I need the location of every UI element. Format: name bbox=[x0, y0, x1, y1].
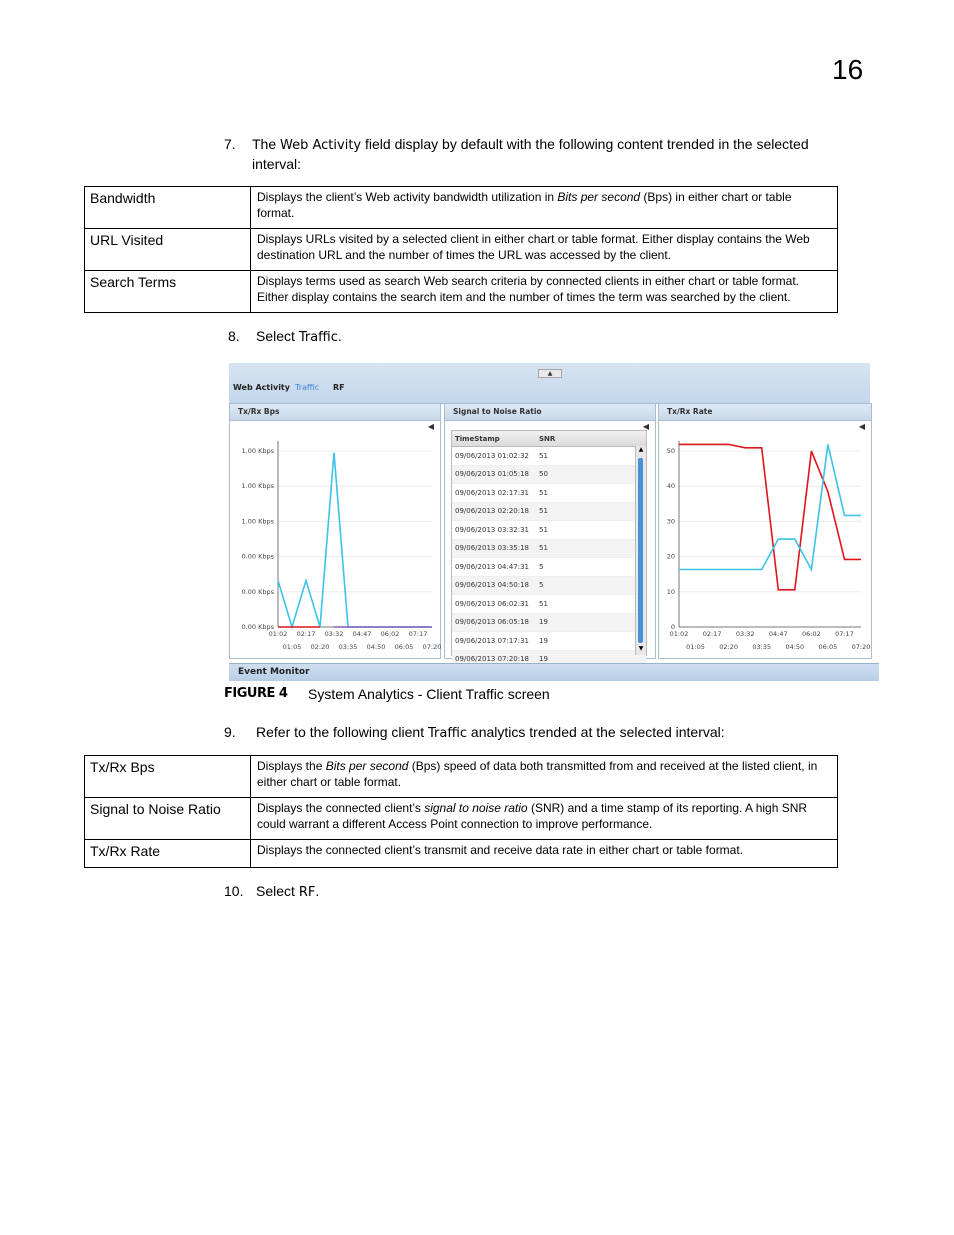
table-row[interactable] bbox=[452, 595, 646, 614]
y-tick-label: 0.00 Kbps bbox=[241, 623, 274, 631]
table-row[interactable] bbox=[452, 521, 646, 540]
desc-cell: Displays the connected client’s signal to noise ratio (SNR) and a time stamp of its reporting. A high SNR could warrant a different Access Point connection to improve performance. bbox=[251, 798, 838, 840]
timestamp-cell: 09/06/2013 02:20:18 bbox=[455, 507, 530, 516]
x-tick-label: 07:17 bbox=[408, 630, 428, 638]
table-row[interactable] bbox=[452, 540, 646, 559]
x-tick-label: 04:50 bbox=[785, 643, 805, 651]
timestamp-cell: 09/06/2013 07:20:18 bbox=[455, 655, 530, 664]
x-tick-label: 03:32 bbox=[324, 630, 344, 638]
step-7-bold: Web Activity bbox=[280, 138, 362, 153]
collapse-arrow-icon[interactable]: ◀ bbox=[427, 422, 434, 431]
figure-title: System Analytics - Client Traffic screen bbox=[308, 686, 550, 702]
table-header bbox=[452, 431, 646, 447]
table-row[interactable] bbox=[452, 577, 646, 596]
x-tick-label: 03:35 bbox=[752, 643, 772, 651]
table-row[interactable] bbox=[452, 503, 646, 522]
x-tick-label: 07:20 bbox=[851, 643, 871, 651]
desc-cell: Displays the Bits per second (Bps) speed of data both transmitted from and received at the listed client, in either chart or table format. bbox=[251, 756, 838, 798]
event-monitor-bar[interactable]: Event Monitor bbox=[229, 663, 879, 681]
figure-label: FIGURE 4 bbox=[224, 686, 288, 701]
term-cell: Tx/Rx Rate bbox=[85, 840, 251, 868]
table-row bbox=[85, 229, 838, 271]
x-tick-label: 01:02 bbox=[669, 630, 689, 638]
txrx-bps-panel bbox=[229, 403, 441, 659]
timestamp-cell: 09/06/2013 07:17:31 bbox=[455, 636, 530, 645]
series-line-2 bbox=[679, 444, 861, 569]
term-cell: Tx/Rx Bps bbox=[85, 756, 251, 798]
panel-title: Tx/Rx Bps bbox=[230, 404, 440, 421]
y-tick-label: 30 bbox=[666, 517, 675, 526]
x-tick-label: 01:05 bbox=[282, 643, 302, 651]
timestamp-cell: 09/06/2013 06:02:31 bbox=[455, 599, 530, 608]
snr-panel bbox=[444, 403, 656, 664]
x-tick-label: 02:17 bbox=[702, 630, 722, 638]
step-10-number: 10. bbox=[224, 883, 244, 899]
table-row[interactable] bbox=[452, 484, 646, 503]
y-tick-label: 1.00 Kbps bbox=[241, 482, 274, 491]
analytics-tab-bar bbox=[229, 363, 870, 404]
table-row bbox=[85, 798, 838, 840]
tab-web-activity[interactable]: Web Activity bbox=[233, 383, 290, 392]
step-9-text: Refer to the following client Traffic analytics trended at the selected interval: bbox=[256, 724, 725, 741]
snr-cell: 51 bbox=[539, 525, 548, 534]
timestamp-cell: 09/06/2013 03:32:31 bbox=[455, 525, 530, 534]
snr-cell: 19 bbox=[539, 618, 548, 627]
scroll-down-icon[interactable]: ▼ bbox=[638, 645, 644, 652]
scroll-thumb[interactable] bbox=[638, 458, 643, 643]
x-tick-label: 06:02 bbox=[801, 630, 821, 638]
timestamp-cell: 09/06/2013 02:17:31 bbox=[455, 488, 530, 497]
desc-cell: Displays the connected client’s transmit and receive data rate in either chart or table format. bbox=[251, 840, 838, 868]
table-row[interactable] bbox=[452, 447, 646, 466]
snr-cell: 51 bbox=[539, 599, 548, 608]
y-tick-label: 10 bbox=[666, 587, 675, 596]
snr-cell: 5 bbox=[539, 562, 544, 571]
txrx-bps-chart bbox=[230, 421, 440, 657]
x-tick-label: 02:20 bbox=[719, 643, 739, 651]
snr-cell: 51 bbox=[539, 488, 548, 497]
x-tick-label: 06:05 bbox=[394, 643, 414, 651]
step-7-text: The Web Activity field display by default with the following content trended in the selected interval: bbox=[252, 136, 809, 172]
panel-title: Signal to Noise Ratio bbox=[445, 404, 655, 421]
table-row bbox=[85, 187, 838, 229]
table-row[interactable] bbox=[452, 466, 646, 485]
snr-cell: 51 bbox=[539, 507, 548, 516]
snr-cell: 19 bbox=[539, 655, 548, 664]
table-row[interactable] bbox=[452, 558, 646, 577]
desc-cell: Displays the client’s Web activity bandwidth utilization in Bits per second (Bps) in either chart or table format. bbox=[251, 187, 838, 229]
desc-cell: Displays terms used as search Web search criteria by connected clients in either chart or table format. Either display contains the search item and the number of times the term was searched by the client. bbox=[251, 271, 838, 313]
y-tick-label: 50 bbox=[666, 447, 675, 455]
step-8-text: Select Traffic. bbox=[256, 328, 342, 345]
table-row bbox=[85, 756, 838, 798]
step-9-number: 9. bbox=[224, 724, 236, 740]
step-8-number: 8. bbox=[228, 328, 240, 344]
x-tick-label: 01:02 bbox=[268, 630, 288, 638]
column-header-snr[interactable]: SNR bbox=[539, 434, 556, 443]
x-tick-label: 06:02 bbox=[380, 630, 400, 638]
scrollbar[interactable] bbox=[635, 446, 646, 655]
desc-cell: Displays URLs visited by a selected client in either chart or table format. Either display contains the Web destination URL and the number of times the URL was accessed by the client. bbox=[251, 229, 838, 271]
snr-rows bbox=[452, 447, 646, 669]
content-table-web-activity bbox=[84, 186, 838, 313]
y-tick-label: 40 bbox=[666, 482, 675, 491]
x-tick-label: 04:50 bbox=[366, 643, 386, 651]
collapse-arrow-icon[interactable]: ◀ bbox=[858, 422, 865, 431]
x-tick-label: 06:05 bbox=[818, 643, 838, 651]
timestamp-cell: 09/06/2013 01:05:18 bbox=[455, 470, 530, 479]
table-row[interactable] bbox=[452, 632, 646, 651]
series-line-1 bbox=[278, 453, 432, 627]
snr-cell: 5 bbox=[539, 581, 544, 590]
x-tick-label: 03:35 bbox=[338, 643, 358, 651]
snr-cell: 51 bbox=[539, 544, 548, 553]
tab-rf[interactable]: RF bbox=[333, 383, 345, 392]
table-row[interactable] bbox=[452, 614, 646, 633]
x-tick-label: 03:32 bbox=[735, 630, 755, 638]
scroll-up-icon[interactable]: ▲ bbox=[638, 446, 644, 453]
y-tick-label: 1.00 Kbps bbox=[241, 517, 274, 526]
x-tick-label: 07:20 bbox=[422, 643, 442, 651]
y-tick-label: 0.00 Kbps bbox=[241, 587, 274, 596]
x-tick-label: 01:05 bbox=[686, 643, 705, 651]
column-header-timestamp[interactable]: TimeStamp bbox=[455, 434, 500, 443]
snr-cell: 19 bbox=[539, 636, 548, 645]
x-tick-label: 02:20 bbox=[310, 643, 330, 651]
timestamp-cell: 09/06/2013 04:47:31 bbox=[455, 562, 530, 571]
term-cell: Signal to Noise Ratio bbox=[85, 798, 251, 840]
collapse-arrow-icon[interactable]: ◀ bbox=[642, 422, 649, 431]
tab-traffic[interactable]: Traffic bbox=[295, 383, 320, 392]
panel-title: Tx/Rx Rate bbox=[659, 404, 871, 421]
step-10-text: Select RF. bbox=[256, 883, 320, 900]
chapter-number: 16 bbox=[832, 54, 864, 85]
collapse-handle[interactable]: ▲ bbox=[538, 369, 562, 378]
term-cell: Bandwidth bbox=[85, 187, 251, 229]
x-tick-label: 07:17 bbox=[835, 630, 854, 638]
timestamp-cell: 09/06/2013 01:02:32 bbox=[455, 451, 530, 460]
x-tick-label: 04:47 bbox=[768, 630, 788, 638]
table-row bbox=[85, 840, 838, 868]
x-tick-label: 02:17 bbox=[296, 630, 316, 638]
y-tick-label: 20 bbox=[666, 552, 675, 561]
table-row bbox=[85, 271, 838, 313]
term-cell: Search Terms bbox=[85, 271, 251, 313]
timestamp-cell: 09/06/2013 06:05:18 bbox=[455, 618, 530, 627]
snr-cell: 50 bbox=[539, 470, 548, 479]
step-7-number: 7. bbox=[224, 136, 236, 152]
term-cell: URL Visited bbox=[85, 229, 251, 271]
timestamp-cell: 09/06/2013 03:35:18 bbox=[455, 544, 530, 553]
snr-cell: 51 bbox=[539, 451, 548, 460]
client-traffic-screenshot bbox=[229, 363, 870, 680]
txrx-rate-chart bbox=[659, 421, 871, 657]
content-table-traffic bbox=[84, 755, 838, 868]
x-tick-label: 04:47 bbox=[352, 630, 372, 638]
y-tick-label: 1.00 Kbps bbox=[241, 447, 274, 455]
y-tick-label: 0.00 Kbps bbox=[241, 552, 274, 561]
y-tick-label: 0 bbox=[670, 623, 675, 631]
snr-table bbox=[451, 430, 647, 664]
txrx-rate-panel bbox=[658, 403, 872, 659]
timestamp-cell: 09/06/2013 04:50:18 bbox=[455, 581, 530, 590]
